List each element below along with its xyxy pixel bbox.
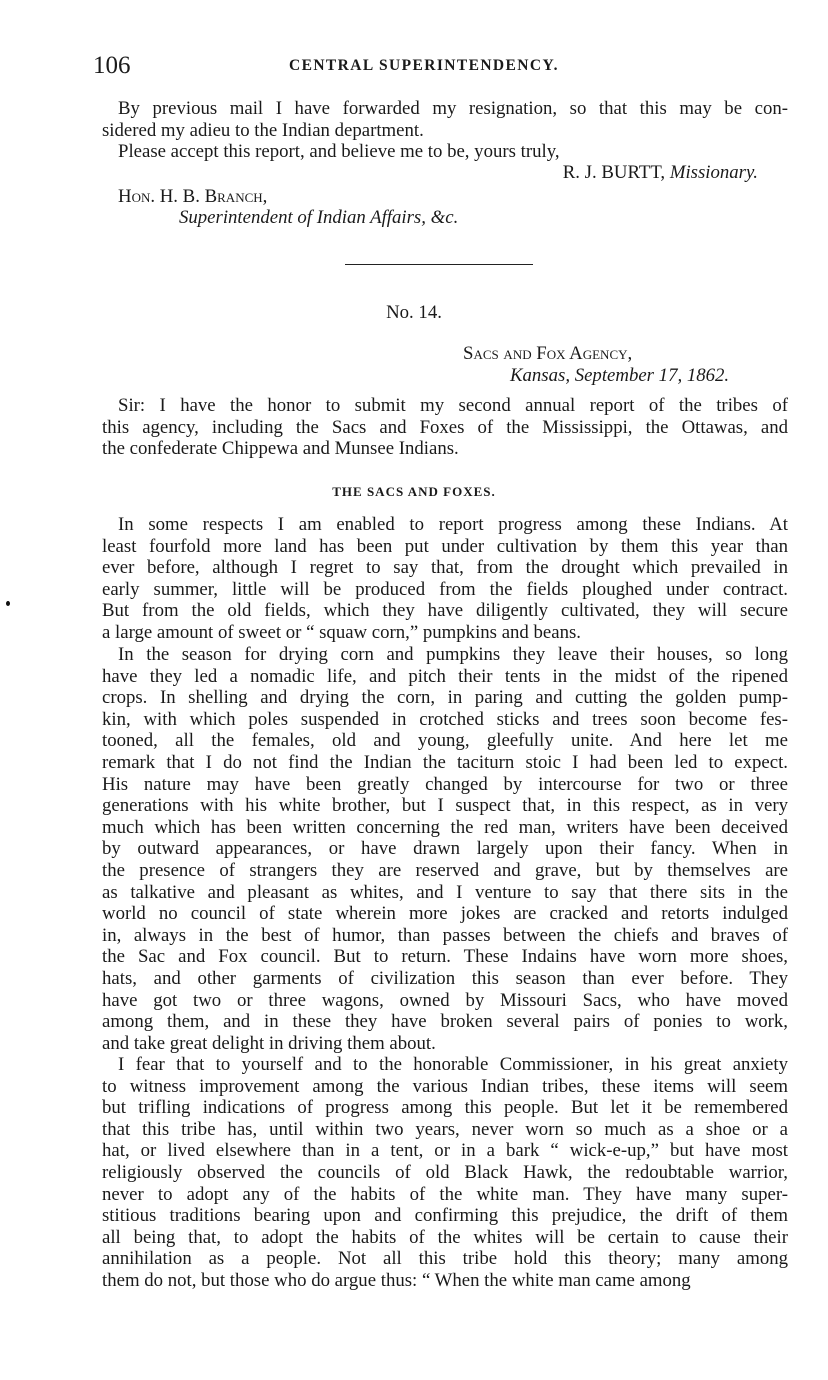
text-line: religiously observed the councils of old Black Hawk, the redoubtable warrior,	[102, 1161, 788, 1183]
text-line: but trifling indications of progress among this people. But let it be remembered	[102, 1097, 788, 1119]
running-title: CENTRAL SUPERINTENDENCY.	[289, 57, 559, 74]
text-line: have got two or three wagons, owned by Missouri Sacs, who have moved	[102, 989, 788, 1011]
text-line: the presence of strangers they are reserved and grave, but by themselves are	[102, 859, 788, 881]
text-line: among them, and in these they have broken several pairs of ponies to work,	[102, 1011, 788, 1033]
closing-line: sidered my adieu to the Indian department.	[102, 119, 424, 141]
text-line: remark that I do not find the Indian the taciturn stoic I had been led to expect.	[102, 751, 788, 773]
text-line: crops. In shelling and drying the corn, in paring and cutting the golden pump-	[102, 687, 788, 709]
text-line: His nature may have been greatly changed by intercourse for two or three	[102, 773, 788, 795]
text-line: annihilation as a people. Not all this tribe hold this theory; many among	[102, 1248, 788, 1270]
closing-paragraph	[102, 98, 788, 163]
previous-letter-closing	[102, 98, 788, 163]
text-line: a large amount of sweet or “ squaw corn,” pumpkins and beans.	[102, 621, 581, 643]
closing-line: By previous mail I have forwarded my resignation, so that this may be con-	[118, 98, 788, 119]
text-line: kin, with which poles suspended in crotched sticks and trees soon become fes-	[102, 708, 788, 730]
text-line: by outward appearances, or have drawn largely upon their fancy. When in	[102, 838, 788, 860]
text-line: hat, or lived elsewhere than in a tent, or in a bark “ wick-e-up,” but have most	[102, 1140, 788, 1162]
text-line: all being that, to adopt the habits of the whites will be certain to cause their	[102, 1226, 788, 1248]
text-line: much which has been written concerning the red man, writers have been deceived	[102, 816, 788, 838]
text-line: them do not, but those who do argue thus: “ When the white man came among	[102, 1269, 691, 1291]
page-header	[93, 52, 783, 86]
text-line: In the season for drying corn and pumpkins they leave their houses, so long	[118, 644, 788, 665]
text-line: hats, and other garments of civilization this season than ever before. They	[102, 967, 788, 989]
text-line: tooned, all the females, old and young, gleefully unite. And here let me	[102, 730, 788, 752]
text-line: world no council of state wherein more jokes are cracked and retorts indulged	[102, 903, 788, 925]
page-number: 106	[93, 52, 131, 79]
signature-block	[563, 162, 758, 184]
text-line: In some respects I am enabled to report progress among these Indians. At	[118, 514, 788, 535]
section-divider	[345, 264, 533, 265]
text-line: ever before, although I regret to say that, from the drought which prevailed in	[102, 557, 788, 579]
paragraph-1	[102, 514, 788, 644]
section-title: THE SACS AND FOXES.	[332, 484, 496, 499]
text-line: early summer, little will be produced from the fields ploughed under contract.	[102, 578, 788, 600]
paragraph-3	[102, 1054, 788, 1292]
text-line: I fear that to yourself and to the honorable Commissioner, in his great anxiety	[118, 1054, 788, 1075]
text-line: to witness improvement among the various Indian tribes, these items will seem	[102, 1075, 788, 1097]
text-line: stitious traditions bearing upon and confirming this prejudice, the drift of them	[102, 1205, 788, 1227]
intro-line: Sir: I have the honor to submit my second annual report of the tribes of	[118, 395, 788, 416]
text-line: as talkative and pleasant as whites, and I venture to say that there sits in the	[102, 881, 788, 903]
letter-number: No. 14.	[386, 302, 442, 323]
text-line: that this tribe has, until within two years, never worn so much as a shoe or a	[102, 1118, 788, 1140]
text-line: generations with his white brother, but I suspect that, in this respect, as in very	[102, 795, 788, 817]
closing-line: Please accept this report, and believe me to be, yours truly,	[118, 141, 560, 163]
signature-title: Missionary.	[669, 162, 758, 183]
intro-line: the confederate Chippewa and Munsee Indians.	[102, 438, 459, 460]
text-line: and take great delight in driving them about.	[102, 1032, 436, 1054]
text-line: least fourfold more land has been put under cultivation by them this year than	[102, 535, 788, 557]
paragraph-2	[102, 644, 788, 1054]
addressee-title: Superintendent of Indian Affairs, &c.	[179, 207, 459, 228]
letter-dateline: Kansas, September 17, 1862.	[510, 365, 730, 386]
signature-name: R. J. BURTT,	[562, 162, 666, 183]
scan-speck	[6, 601, 10, 606]
addressee-name: Hon. H. B. Branch,	[118, 186, 268, 207]
text-line: never to adopt any of the habits of the white man. They have many super-	[102, 1183, 788, 1205]
intro-line: this agency, including the Sacs and Foxes of the Mississippi, the Ottawas, and	[102, 416, 788, 438]
text-line: the Sac and Fox council. But to return. These Indains have worn more shoes,	[102, 946, 788, 968]
text-line: But from the old fields, which they have diligently cultivated, they will secure	[102, 600, 788, 622]
text-line: have they led a nomadic life, and pitch their tents in the midst of the ripened	[102, 665, 788, 687]
intro-paragraph	[102, 395, 788, 460]
text-line: in, always in the best of humor, than passes between the chiefs and braves of	[102, 924, 788, 946]
letter-place: Sacs and Fox Agency,	[463, 343, 633, 364]
